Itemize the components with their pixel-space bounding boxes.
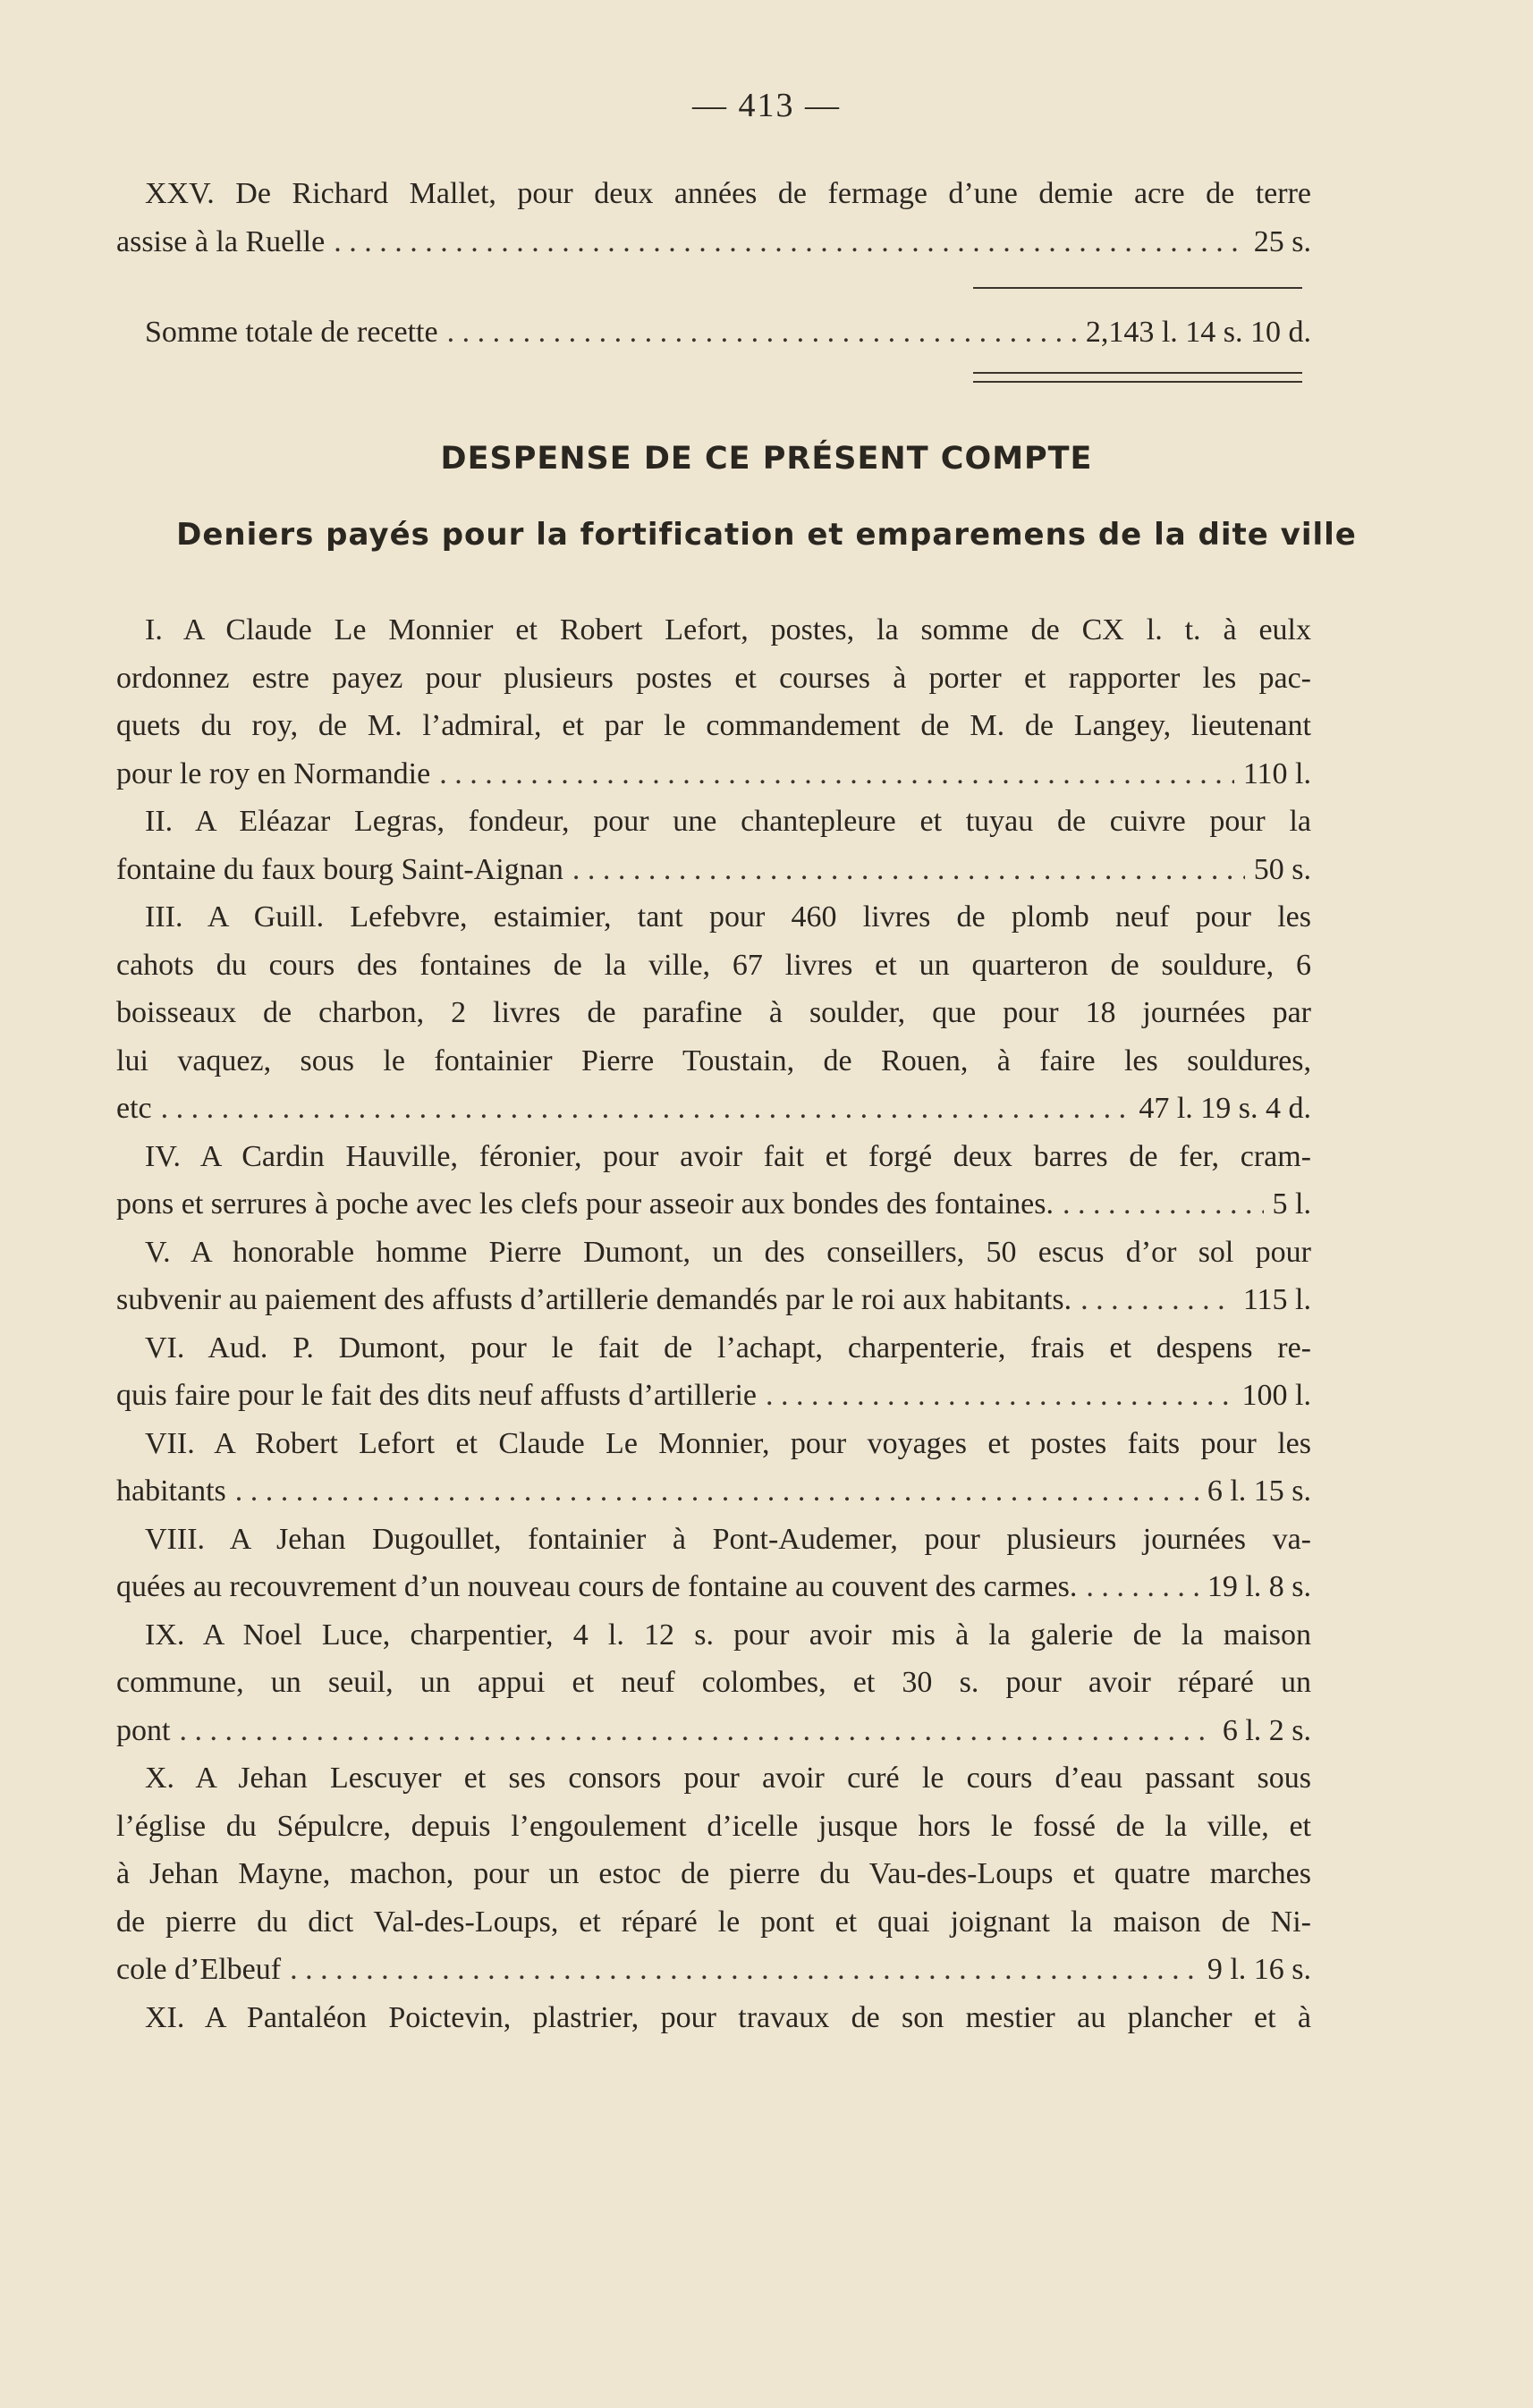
entry-text: habitants	[116, 1474, 226, 1508]
entry-line: XXV. De Richard Mallet, pour deux années de fermage d’une demie acre de terre	[145, 177, 1311, 210]
entry-final-line	[116, 1946, 1311, 1994]
dot-leader	[572, 846, 1245, 894]
entry-amount: 100 l.	[1241, 1379, 1311, 1412]
entry-amount: 110 l.	[1242, 756, 1311, 790]
total-double-rule	[973, 372, 1302, 383]
entry-text: pour le roy en Normandie	[116, 756, 431, 790]
entry-text: pons et serrures à poche avec les clefs pour asseoir aux bondes des fontaines.	[116, 1187, 1054, 1221]
entry-line: à Jehan Mayne, machon, pour un estoc de pierre du Vau-des-Loups et quatre marches	[116, 1857, 1311, 1890]
sum-rule	[973, 287, 1302, 289]
entry-line: II. A Eléazar Legras, fondeur, pour une chantepleure et tuyau de cuivre pour la	[145, 805, 1311, 838]
dot-leader	[1080, 1276, 1234, 1324]
entry-amount: 19 l. 8 s.	[1207, 1570, 1311, 1603]
entry-line: l’église du Sépulcre, depuis l’engoulement d’icelle jusque hors le fossé de la ville, et	[116, 1809, 1311, 1843]
entry-xxv	[116, 170, 1311, 266]
entry-line: IV. A Cardin Hauville, féronier, pour avoir fait et forgé deux barres de fer, cram-	[145, 1139, 1311, 1173]
entry-line: cahots du cours des fontaines de la ville, 67 livres et un quarteron de souldure, 6	[116, 948, 1311, 982]
expense-entry	[116, 1516, 1311, 1611]
entry-text: quis faire pour le fait des dits neuf affusts d’artillerie	[116, 1379, 757, 1412]
expense-entry	[116, 606, 1311, 798]
entry-final-line	[116, 1707, 1311, 1755]
page-number: — 413 —	[692, 87, 841, 124]
expense-entry	[116, 893, 1311, 1133]
entry-final-line	[116, 1276, 1311, 1324]
entry-line: boisseaux de charbon, 2 livres de parafine à soulder, que pour 18 journées par	[116, 996, 1311, 1029]
entry-amount: 6 l. 2 s.	[1222, 1713, 1311, 1747]
section-subtitle: Deniers payés pour la fortification et emparemens de la dite ville	[176, 517, 1357, 553]
entry-line: lui vaquez, sous le fontainier Pierre Toustain, de Rouen, à faire les souldures,	[116, 1043, 1311, 1077]
dot-leader	[161, 1085, 1131, 1133]
total-line-block	[116, 308, 1311, 357]
dot-leader	[447, 308, 1077, 357]
entry-text: subvenir au paiement des affusts d’artillerie demandés par le roi aux habitants.	[116, 1283, 1072, 1316]
section-title: DESPENSE DE CE PRÉSENT COMPTE	[440, 441, 1093, 477]
dot-leader	[766, 1372, 1233, 1420]
entry-line: V. A honorable homme Pierre Dumont, un des conseillers, 50 escus d’or sol pour	[145, 1235, 1311, 1269]
entry-amount: 9 l. 16 s.	[1207, 1953, 1311, 1986]
expense-entry	[116, 1994, 1311, 2042]
expense-entry	[116, 1229, 1311, 1324]
entry-line: commune, un seuil, un appui et neuf colombes, et 30 s. pour avoir réparé un	[116, 1666, 1311, 1699]
entry-line: X. A Jehan Lescuyer et ses consors pour avoir curé le cours d’eau passant sous	[145, 1762, 1311, 1795]
entry-amount: 115 l.	[1242, 1283, 1311, 1316]
entry-final-line	[116, 1085, 1311, 1133]
dot-leader	[334, 218, 1245, 266]
entry-final-line	[116, 1372, 1311, 1420]
dot-leader	[290, 1946, 1198, 1994]
entry-text: etc	[116, 1092, 152, 1125]
entry-amount: 5 l.	[1272, 1187, 1311, 1221]
entry-amount: 25 s.	[1253, 224, 1311, 258]
expense-entry	[116, 1754, 1311, 1994]
expense-entries	[116, 606, 1311, 2041]
entry-final-line	[116, 218, 1311, 266]
entry-text: assise à la Ruelle	[116, 224, 326, 258]
entry-line: ordonnez estre payez pour plusieurs postes et courses à porter et rapporter les pac-	[116, 661, 1311, 695]
entry-line: de pierre du dict Val-des-Loups, et réparé le pont et quai joignant la maison de Ni-	[116, 1905, 1311, 1939]
total-line	[116, 308, 1311, 357]
expense-entry	[116, 798, 1311, 893]
entry-text: pont	[116, 1713, 171, 1747]
entry-line: III. A Guill. Lefebvre, estaimier, tant pour 460 livres de plomb neuf pour les	[145, 900, 1311, 934]
expense-entry	[116, 1420, 1311, 1516]
entry-final-line	[116, 750, 1311, 798]
entry-line: VIII. A Jehan Dugoullet, fontainier à Pont-Audemer, pour plusieurs journées va-	[145, 1522, 1311, 1556]
dot-leader	[179, 1707, 1213, 1755]
total-amount: 2,143 l. 14 s. 10 d.	[1085, 316, 1311, 349]
entry-amount: 50 s.	[1253, 852, 1311, 886]
expense-entry	[116, 1611, 1311, 1755]
entry-text: quées au recouvrement d’un nouveau cours de fontaine au couvent des carmes.	[116, 1570, 1078, 1603]
entry-text: cole d’Elbeuf	[116, 1953, 282, 1986]
entry-line: XI. A Pantaléon Poictevin, plastrier, pour travaux de son mestier au plancher et à	[145, 2000, 1311, 2034]
entry-final-line	[116, 1467, 1311, 1516]
expense-entry	[116, 1324, 1311, 1420]
entry-line: quets du roy, de M. l’admiral, et par le commandement de M. de Langey, lieutenant	[116, 709, 1311, 742]
entry-line: IX. A Noel Luce, charpentier, 4 l. 12 s. pour avoir mis à la galerie de la maison	[145, 1618, 1311, 1652]
total-label: Somme totale de recette	[145, 316, 438, 349]
entry-line: I. A Claude Le Monnier et Robert Lefort, postes, la somme de CX l. t. à eulx	[145, 613, 1311, 646]
entry-amount: 47 l. 19 s. 4 d.	[1139, 1092, 1311, 1125]
dot-leader	[439, 750, 1234, 798]
entry-text: fontaine du faux bourg Saint-Aignan	[116, 852, 563, 886]
entry-final-line	[116, 1180, 1311, 1229]
dot-leader	[1063, 1180, 1264, 1229]
entry-amount: 6 l. 15 s.	[1207, 1474, 1311, 1508]
dot-leader	[1086, 1563, 1198, 1611]
dot-leader	[235, 1467, 1198, 1516]
expense-entry	[116, 1133, 1311, 1229]
entry-final-line	[116, 846, 1311, 894]
entry-line: VII. A Robert Lefort et Claude Le Monnier, pour voyages et postes faits pour les	[145, 1426, 1311, 1460]
entry-final-line	[116, 1563, 1311, 1611]
entry-line: VI. Aud. P. Dumont, pour le fait de l’achapt, charpenterie, frais et despens re-	[145, 1331, 1311, 1365]
